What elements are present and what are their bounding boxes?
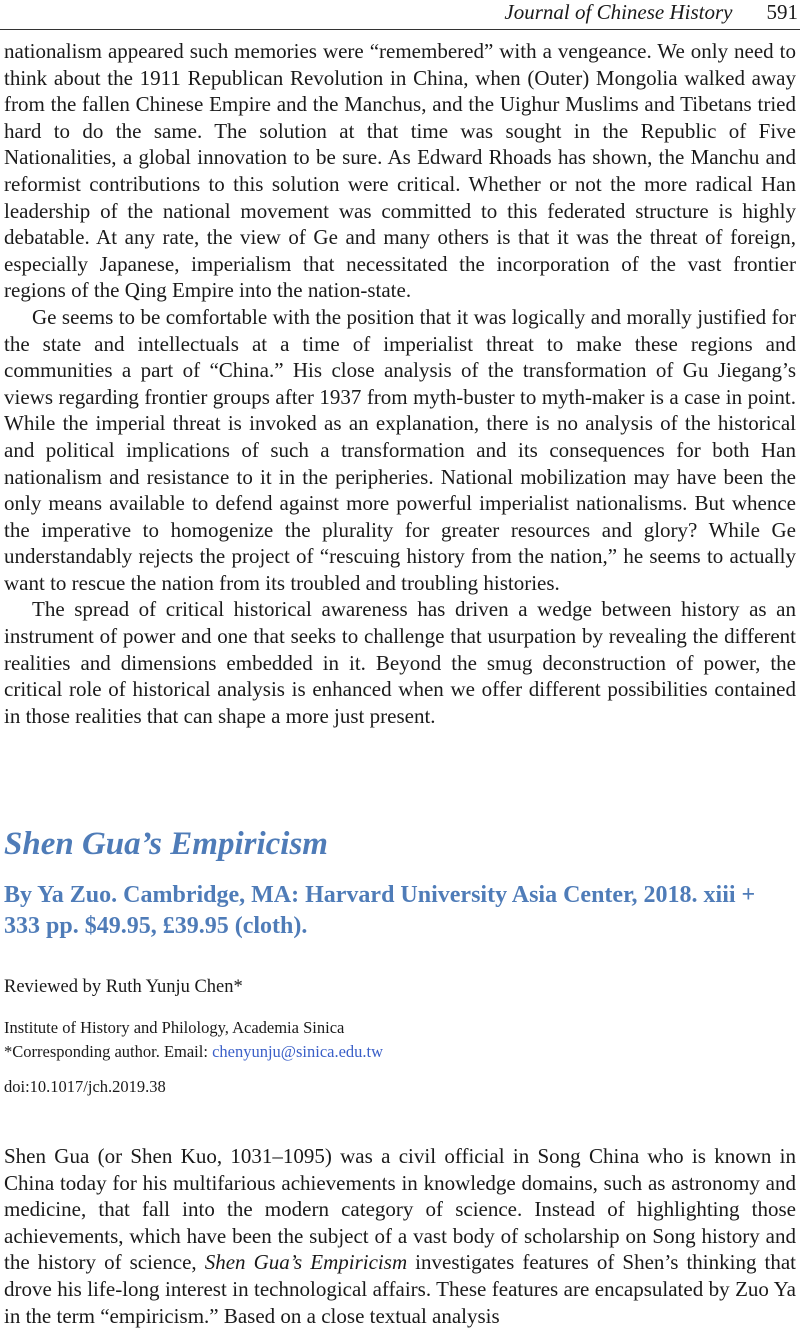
text-run: Shen Gua (or Shen Kuo, 1031–1095) was a civil official in Song China who is known in China today for his multifarious achievements in knowledge domains, such as astronomy and medicine, that fall into the modern category of science. Instead of highlighting those achievements, which have been the subject of a vast body of scholarship on Song history and the history of science, xyxy=(4,1144,796,1275)
doi: doi:10.1017/jch.2019.38 xyxy=(4,1077,166,1096)
reviewer-affiliation: Institute of History and Philology, Academia Sinica xyxy=(4,1018,345,1037)
book-title: Shen Gua’s Empiricism xyxy=(4,826,328,862)
book-citation: By Ya Zuo. Cambridge, MA: Harvard University Asia Center, 2018. xiii + 333 pp. $49.95, £39.95 (cloth). xyxy=(4,882,756,939)
paragraph: nationalism appeared such memories were “remembered” with a vengeance. We only need to think about the 1911 Republican Revolution in China, when (Outer) Mongolia walked away from the fallen Chinese Empire and the Manchus, and the Uighur Muslims and Tibetans tried hard to do the same. The solution at that time was sought in the Republic of Five Nationalities, a global innovation to be sure. As Edward Rhoads has shown, the Manchu and reformist contributions to this solution were critical. Whether or not the more radical Han leadership of the national movement was committed to this federated structure is highly debatable. At any rate, the view of Ge and many others is that it was the threat of foreign, especially Japanese, imperialism that necessitated the incorporation of the vast frontier regions of the Qing Empire into the nation-state. xyxy=(4,39,796,303)
author-email-link[interactable]: chenyunju@sinica.edu.tw xyxy=(212,1042,384,1061)
text-run: investigates features of Shen’s thinking that drove his life-long interest in technological affairs. These features are encapsulated by Zuo Ya in the term “empiricism.” Based on a close textual analysis xyxy=(4,1250,797,1328)
journal-name: Journal of Chinese History xyxy=(504,0,733,24)
paragraph: The spread of critical historical awareness has driven a wedge between history as an instrument of power and one that seeks to challenge that usurpation by revealing the different realities and dimensions embedded in it. Beyond the smug deconstruction of power, the critical role of historical analysis is enhanced when we offer different possibilities contained in those realities that can shape a more just present. xyxy=(4,597,796,728)
running-header xyxy=(504,0,798,30)
corresponding-author xyxy=(4,1041,383,1063)
corresponding-label: *Corresponding author. Email: xyxy=(4,1042,213,1061)
previous-review-text xyxy=(4,38,796,729)
book-title-inline: Shen Gua’s Empiricism xyxy=(204,1250,408,1275)
paragraph xyxy=(4,1143,796,1328)
reviewer-line: Reviewed by Ruth Yunju Chen* xyxy=(4,977,243,997)
paragraph: Ge seems to be comfortable with the position that it was logically and morally justified for the state and intellectuals at a time of imperialist threat to make these regions and communities a part of “China.” His close analysis of the transformation of Gu Jiegang’s views regarding frontier groups after 1937 from myth-buster to myth-maker is a case in point. While the imperial threat is invoked as an explanation, there is no analysis of the historical and political implications of such a transformation and its consequences for both Han nationalism and resistance to it in the peripheries. National mobilization may have been the only means available to defend against more powerful imperialist nationalisms. But whence the imperative to homogenize the plurality for greater resources and glory? While Ge understandably rejects the project of “rescuing history from the nation,” he seems to actually want to rescue the nation from its troubled and troubling histories. xyxy=(4,304,796,595)
header-rule xyxy=(0,29,800,30)
review-opening-text xyxy=(4,1143,796,1328)
page-number: 591 xyxy=(766,0,798,24)
